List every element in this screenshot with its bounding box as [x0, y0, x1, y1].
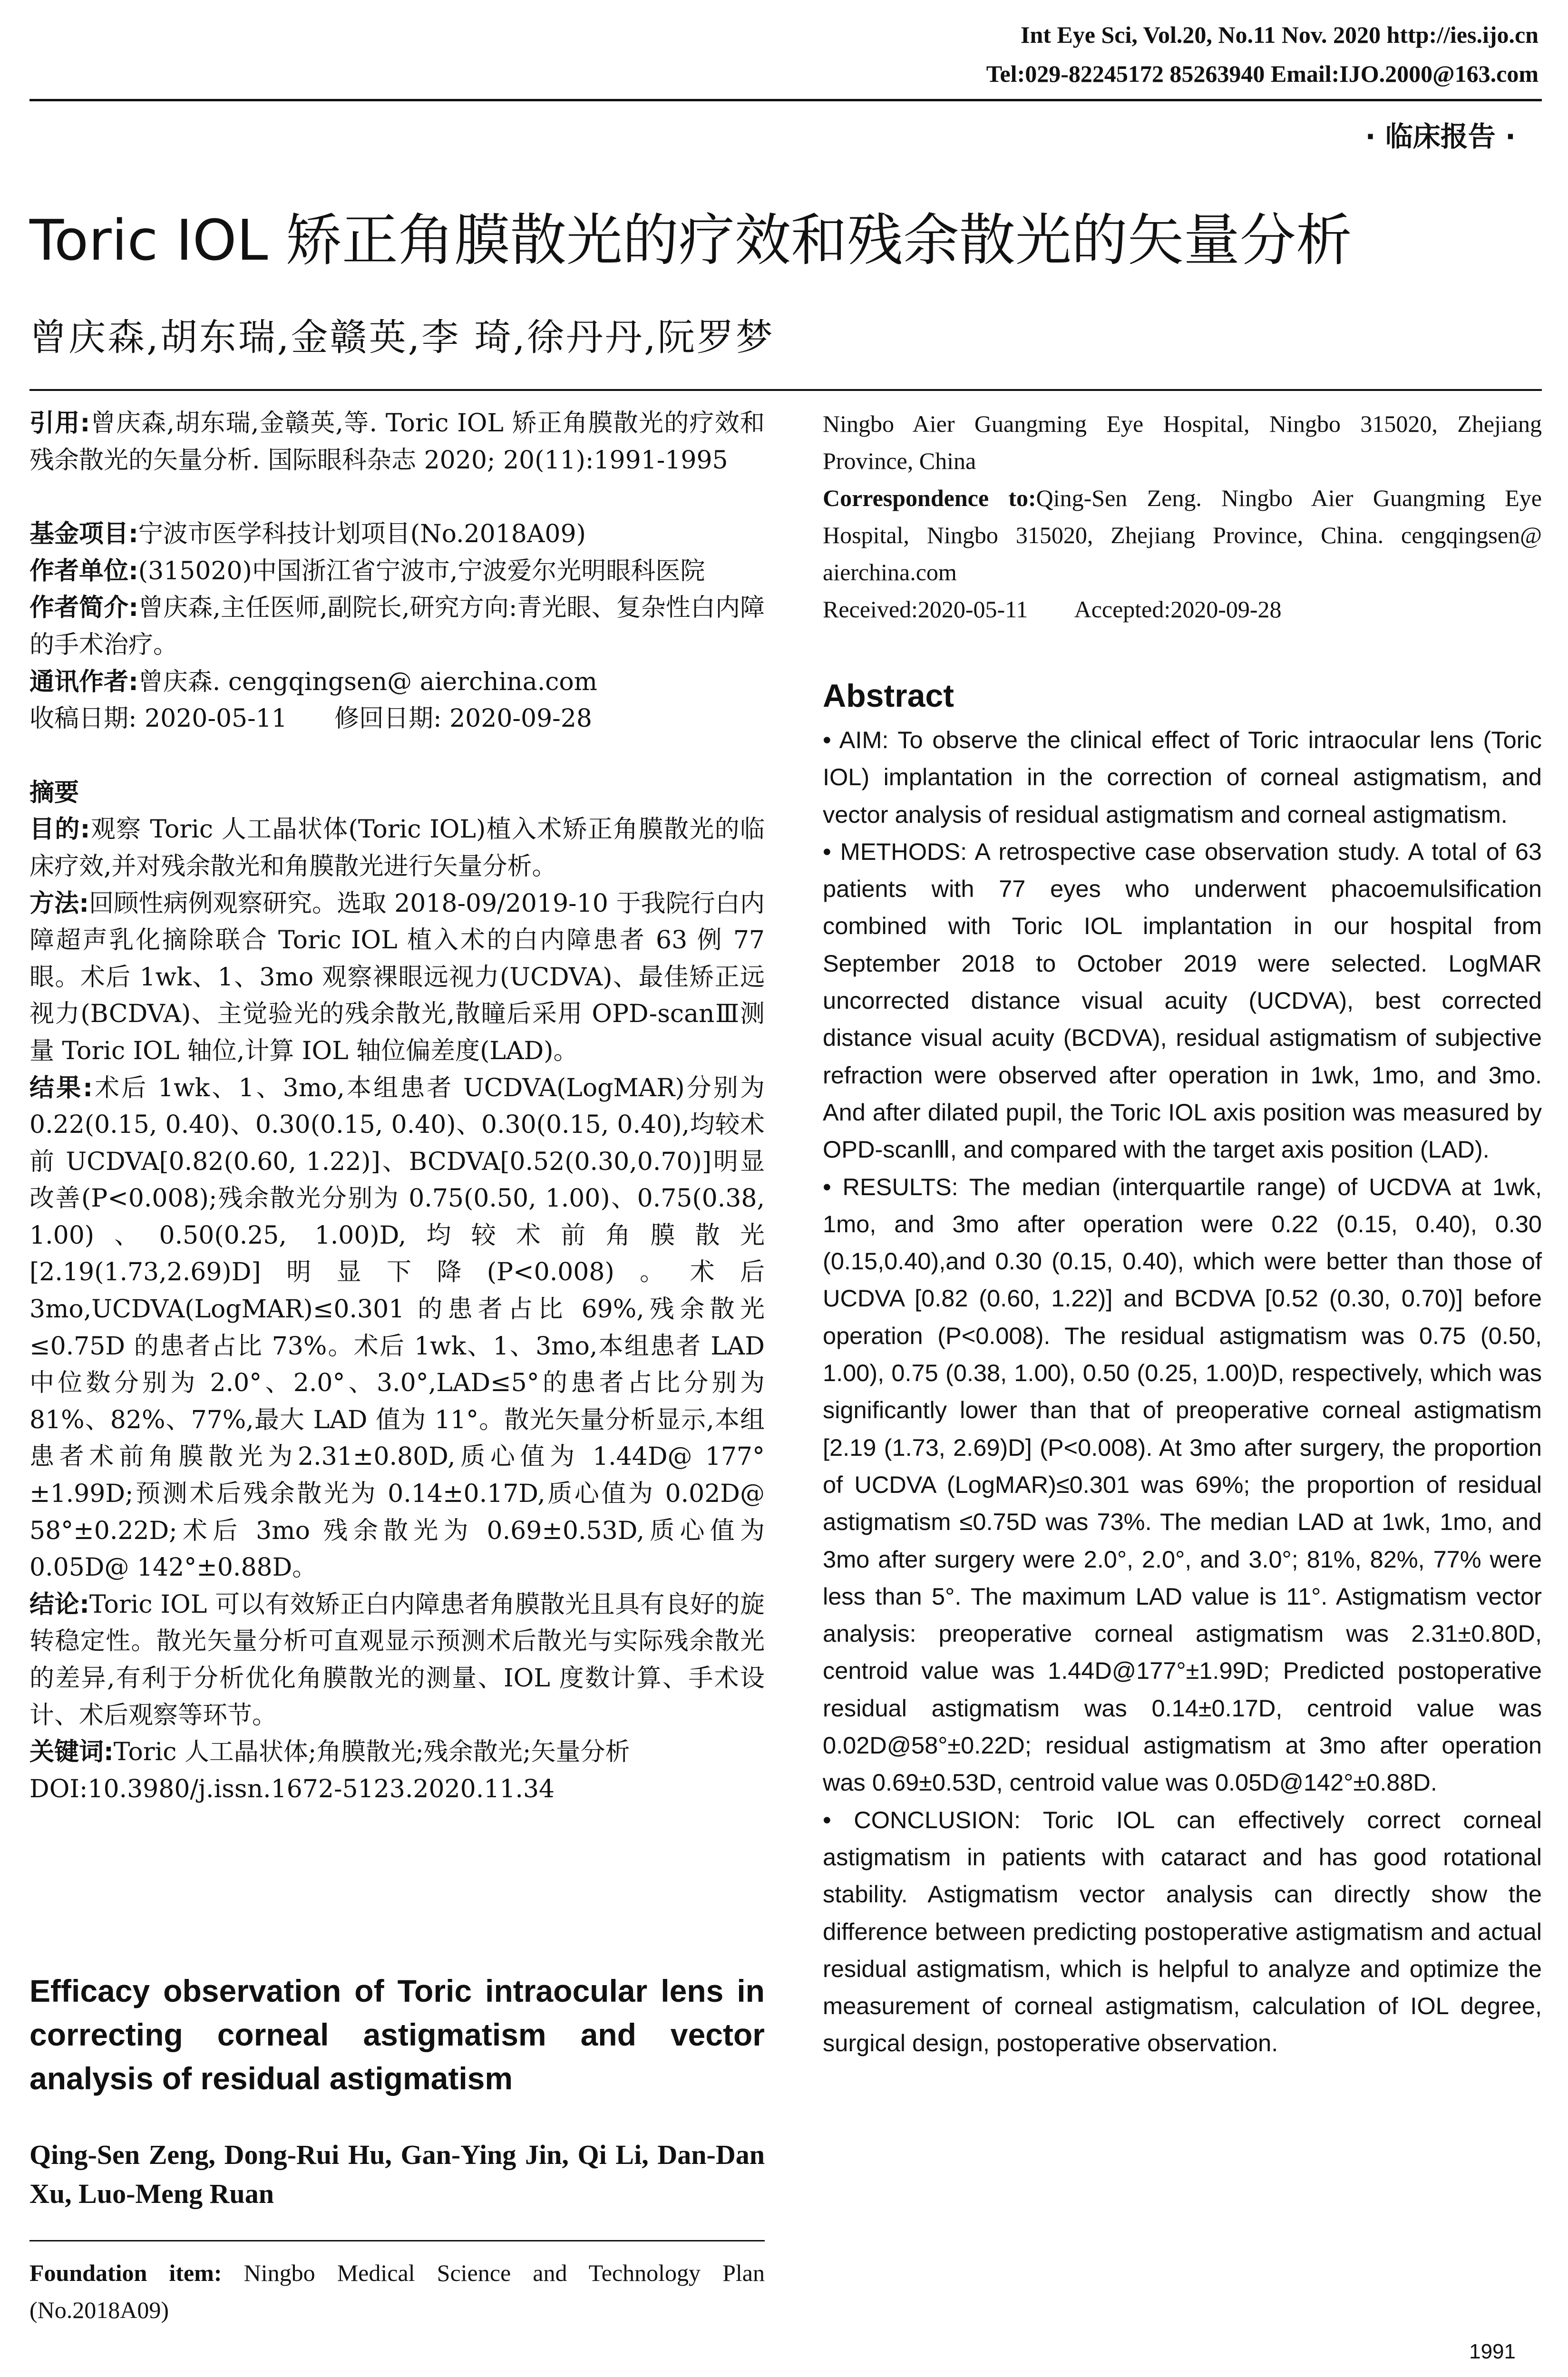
- aim-cn: [29, 811, 765, 885]
- conclusion-cn: [29, 1587, 765, 1734]
- correspondence-en: [823, 479, 1542, 591]
- results-label-cn: 结果:: [29, 1073, 93, 1102]
- section-label: · 临床报告 ·: [1365, 120, 1516, 153]
- header-rule: [29, 99, 1542, 101]
- journal-contact-line: Tel:029-82245172 85263940 Email:IJO.2000@163.com: [986, 60, 1539, 87]
- correspondence-line: [29, 664, 765, 701]
- results-en: [823, 1169, 1542, 1802]
- results-text-cn: 术后 1wk、1、3mo,本组患者 UCDVA(LogMAR)分别为 0.22(0.15, 0.40)、0.30(0.15, 0.40)、0.30(0.15, 0.40),均较术前 UCDVA[0.82(0.60, 1.22)]、BCDVA[0.52(0.30,0.70)]明显改善(P<0.008);残余散光分别为 0.75(0.50, 1.00)、0.75(0.38, 1.00)、0.50(0.25, 1.00)D,均较术前角膜散光[2.19(1.73,2.69)D]明显下降(P<0.008)。术后 3mo,UCDVA(LogMAR)≤0.301 的患者占比 69%,残余散光≤0.75D 的患者占比 73%。术后 1wk、1、3mo,本组患者 LAD 中位数分别为 2.0°、2.0°、3.0°,LAD≤5°的患者占比分别为 81%、82%、77%,最大 LAD 值为 11°。散光矢量分析显示,本组患者术前角膜散光为2.31±0.80D,质心值为 1.44D@ 177°±1.99D;预测术后残余散光为 0.14±0.17D,质心值为 0.02D@ 58°±0.22D;术后 3mo 残余散光为 0.69±0.53D,质心值为 0.05D@ 142°±0.88D。: [29, 1073, 765, 1582]
- foundation-text: Ningbo Medical Science and Technology Plan (No.2018A09): [29, 2260, 765, 2323]
- doi: DOI:10.3980/j.issn.1672-5123.2020.11.34: [29, 1774, 555, 1803]
- results-cn: [29, 1070, 765, 1587]
- fund-line: [29, 516, 765, 553]
- correspondence-label: 通讯作者:: [29, 667, 138, 696]
- conclusion-text-en: Toric IOL can effectively correct corneal astigmatism in patients with cataract and has good rotational stability. Astigmatism vector analysis can directly show the difference between predicting postoperative astigmatism and actual residual astigmatism, which is helpful to analyze and optimize the measurement of corneal astigmatism, calculation of IOL degree, surgical design, postoperative observation.: [823, 1806, 1542, 2057]
- journal-info-line: Int Eye Sci, Vol.20, No.11 Nov. 2020 http://ies.ijo.cn: [1021, 21, 1539, 48]
- keywords-cn: [29, 1734, 765, 1771]
- author-list: 曾庆森,胡东瑞,金赣英,李 琦,徐丹丹,阮罗梦: [29, 316, 775, 359]
- article-title: Toric IOL 矫正角膜散光的疗效和残余散光的矢量分析: [29, 207, 1352, 273]
- spacer: [29, 479, 765, 516]
- abstract-heading-cn: 摘要: [29, 778, 79, 807]
- left-column: [29, 405, 765, 1808]
- bio-label: 作者简介:: [29, 594, 139, 623]
- correspondence-label-en: Correspondence to:: [823, 485, 1036, 511]
- right-column-front: [823, 405, 1542, 628]
- methods-cn: [29, 886, 765, 1070]
- unit-text: (315020)中国浙江省宁波市,宁波爱尔光明眼科医院: [138, 556, 705, 585]
- results-text-en: The median (interquartile range) of UCDVA at 1wk, 1mo, and 3mo after operation were 0.22 (0.15, 0.40), 0.30 (0.15,0.40),and 0.30 (0.15, 0.40), which were better than those of UCDVA [0.82 (0.60, 1.22)] and BCDVA [0.52 (0.30, 0.70)] before operation (P<0.008). The residual astigmatism was 0.75 (0.50, 1.00), 0.75 (0.38, 1.00), 0.50 (0.25, 1.00)D, respectively, which was significantly lower than that of preoperative corneal astigmatism [2.19 (1.73, 2.69)D] (P<0.008). At 3mo after surgery, the proportion of UCDVA (LogMAR)≤0.301 was 69%; the proportion of residual astigmatism ≤0.75D was 73%. The median LAD at 1wk, 1mo, and 3mo after surgery were 2.0°, 2.0°, and 3.0°; 81%, 82%, 77% were less than 5°. The maximum LAD value is 11°. Astigmatism vector analysis: preoperative corneal astigmatism was 2.31±0.80D, centroid value was 1.44D@177°±1.99D; Predicted postoperative residual astigmatism was 0.14±0.17D, centroid value was 0.02D@58°±0.22D; residual astigmatism at 3mo after operation was 0.69±0.53D, centroid value was 0.05D@142°±0.88D.: [823, 1173, 1542, 1796]
- aim-en: [823, 721, 1542, 833]
- aim-text-en: To observe the clinical effect of Toric intraocular lens (Toric IOL) implantation in the correction of corneal astigmatism, and vector analysis of residual astigmatism and corneal astigmatism.: [823, 726, 1542, 828]
- spacer: [29, 738, 765, 775]
- foundation-item: [29, 2254, 765, 2328]
- title-rule: [29, 389, 1542, 391]
- methods-text-cn: 回顾性病例观察研究。选取 2018-09/2019-10 于我院行白内障超声乳化摘除联合 Toric IOL 植入术的白内障患者 63 例 77 眼。术后 1wk、1、3mo 观察裸眼远视力(UCDVA)、最佳矫正远视力(BCDVA)、主觉验光的残余散光,散瞳后采用 OPD-scanⅢ测量 Toric IOL 轴位,计算 IOL 轴位偏差度(LAD)。: [29, 889, 765, 1065]
- conclusion-text-cn: Toric IOL 可以有效矫正白内障患者角膜散光且具有良好的旋转稳定性。散光矢量分析可直观显示预测术后散光与实际残余散光的差异,有利于分析优化角膜散光的测量、IOL 度数计算、手术设计、术后观察等环节。: [29, 1590, 765, 1730]
- methods-label-en: • METHODS:: [823, 838, 967, 865]
- conclusion-en: [823, 1802, 1542, 2062]
- keywords-label: 关键词:: [29, 1738, 114, 1767]
- unit-line: [29, 553, 765, 590]
- abstract-heading: Abstract: [823, 678, 954, 714]
- bio-text: 曾庆森,主任医师,副院长,研究方向:青光眼、复杂性白内障的手术治疗。: [29, 594, 765, 659]
- abstract-body: [823, 721, 1542, 2062]
- conclusion-label-cn: 结论:: [29, 1590, 89, 1619]
- received-accepted: Received:2020-05-11 Accepted:2020-09-28: [823, 596, 1282, 623]
- citation: [29, 405, 765, 479]
- dates-line: 收稿日期: 2020-05-11 修回日期: 2020-09-28: [29, 704, 592, 733]
- conclusion-label-en: • CONCLUSION:: [823, 1806, 1021, 1833]
- english-authors: Qing-Sen Zeng, Dong-Rui Hu, Gan-Ying Jin, Qi Li, Dan-Dan Xu, Luo-Meng Ruan: [29, 2139, 765, 2209]
- citation-text: 曾庆森,胡东瑞,金赣英,等. Toric IOL 矫正角膜散光的疗效和残余散光的矢量分析. 国际眼科杂志 2020; 20(11):1991-1995: [29, 409, 765, 475]
- unit-label: 作者单位:: [29, 556, 138, 585]
- fund-label: 基金项目:: [29, 520, 138, 549]
- aim-text-cn: 观察 Toric 人工晶状体(Toric IOL)植入术矫正角膜散光的临床疗效,并对残余散光和角膜散光进行矢量分析。: [29, 815, 765, 881]
- methods-en: [823, 833, 1542, 1169]
- methods-text-en: A retrospective case observation study. A total of 63 patients with 77 eyes who underwent phacoemulsification combined with Toric IOL implantation in our hospital from September 2018 to October 2019 were selected. LogMAR uncorrected distance visual acuity (UCDVA), best corrected distance visual acuity (BCDVA), residual astigmatism of subjective refraction were observed after operation in 1wk, 1mo, and 3mo. And after dilated pupil, the Toric IOL axis position was measured by OPD-scanⅢ, and compared with the target axis position (LAD).: [823, 838, 1542, 1163]
- foundation-label: Foundation item:: [29, 2260, 222, 2286]
- correspondence-text: 曾庆森. cengqingsen@ aierchina.com: [138, 667, 597, 696]
- correspondence-text-en: Qing-Sen Zeng. Ningbo Aier Guangming Eye Hospital, Ningbo 315020, Zhejiang Province, China. cengqingsen@ aierchina.com: [823, 485, 1542, 585]
- left-rule: [29, 2240, 765, 2241]
- bio-line: [29, 590, 765, 663]
- english-title: Efficacy observation of Toric intraocular lens in correcting corneal astigmatism and vector analysis of residual astigmatism: [29, 1973, 765, 2096]
- methods-label-cn: 方法:: [29, 889, 89, 918]
- keywords-text: Toric 人工晶状体;角膜散光;残余散光;矢量分析: [113, 1738, 630, 1767]
- citation-label: 引用:: [29, 409, 90, 438]
- affiliation-en: Ningbo Aier Guangming Eye Hospital, Ningbo 315020, Zhejiang Province, China: [823, 410, 1542, 474]
- page-number: 1991: [1469, 2340, 1516, 2363]
- results-label-en: • RESULTS:: [823, 1173, 958, 1200]
- fund-text: 宁波市医学科技计划项目(No.2018A09): [138, 520, 586, 549]
- aim-label-en: • AIM:: [823, 726, 889, 753]
- aim-label-cn: 目的:: [29, 815, 90, 844]
